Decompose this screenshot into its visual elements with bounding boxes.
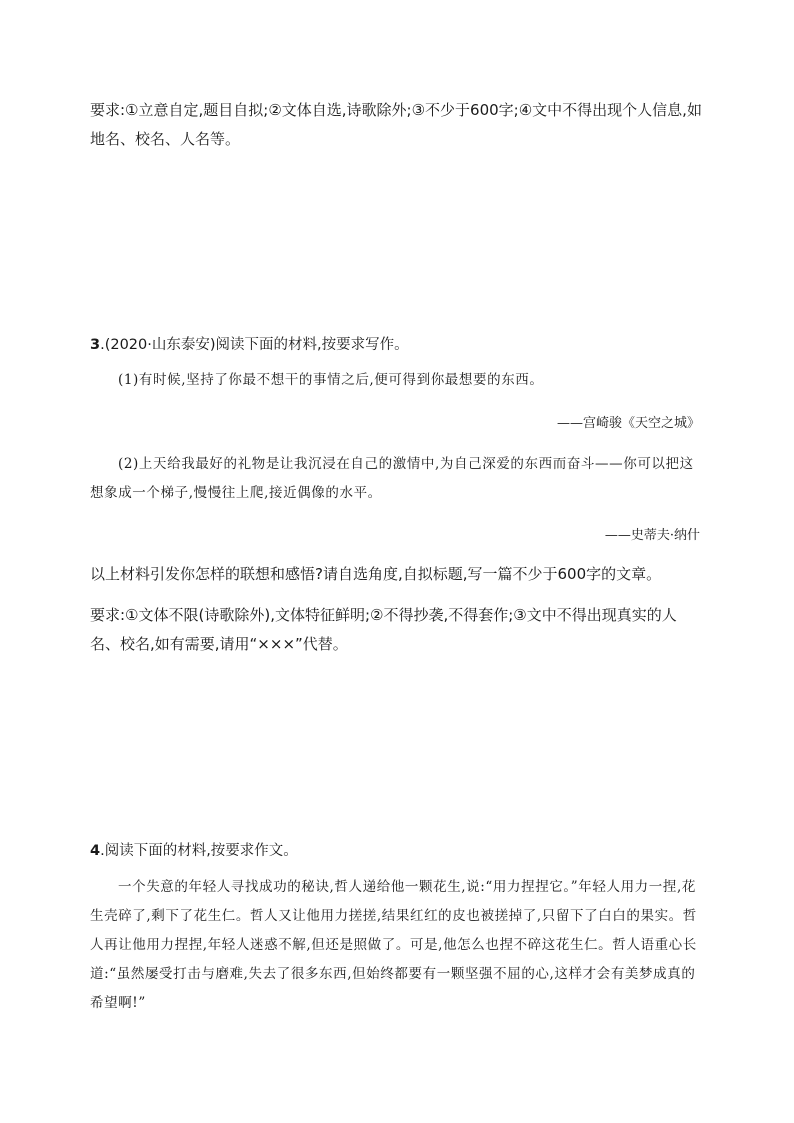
q3-source-2: ——史蒂夫·纳什	[604, 528, 700, 543]
q2-requirements: 要求:①立意自定,题目自拟;②文体自选,诗歌除外;③不少于600字;④文中不得出现个人信息,如地名、校名、人名等。	[90, 101, 702, 148]
q3-material-2: (2)上天给我最好的礼物是让我沉浸在自己的激情中,为自己深爱的东西而奋斗——你可以把这想象成一个梯子,慢慢往上爬,接近偶像的水平。	[90, 456, 694, 501]
q3-source-1: ——宫崎骏《天空之城》	[556, 416, 700, 431]
q4-number: 4	[90, 843, 101, 859]
q4-title-text: .阅读下面的材料,按要求作文。	[100, 843, 298, 859]
q3-title	[90, 334, 704, 356]
q4-title	[90, 840, 704, 862]
q3-title-text: .(2020·山东泰安)阅读下面的材料,按要求写作。	[100, 337, 409, 353]
q3-requirements: 要求:①文体不限(诗歌除外),文体特征鲜明;②不得抄袭,不得套作;③文中不得出现真实的人名、校名,如有需要,请用“×××”代替。	[90, 606, 677, 653]
q3-number: 3	[90, 337, 101, 353]
q4-material: 一个失意的年轻人寻找成功的秘诀,哲人递给他一颗花生,说:“用力捏捏它。”年轻人用力一捏,花生壳碎了,剩下了花生仁。哲人又让他用力搓搓,结果红红的皮也被搓掉了,只留下了白白的果实。哲人再让他用力捏捏,年轻人迷惑不解,但还是照做了。可是,他怎么也捏不碎这花生仁。哲人语重心长道:“虽然屡受打击与磨难,失去了很多东西,但始终都要有一颗坚强不屈的心,这样才会有美梦成真的希望啊!”	[90, 879, 697, 1011]
q3-prompt: 以上材料引发你怎样的联想和感悟?请自选角度,自拟标题,写一篇不少于600字的文章。	[90, 565, 662, 583]
q3-material-1: (1)有时候,坚持了你最不想干的事情之后,便可得到你最想要的东西。	[118, 372, 544, 388]
